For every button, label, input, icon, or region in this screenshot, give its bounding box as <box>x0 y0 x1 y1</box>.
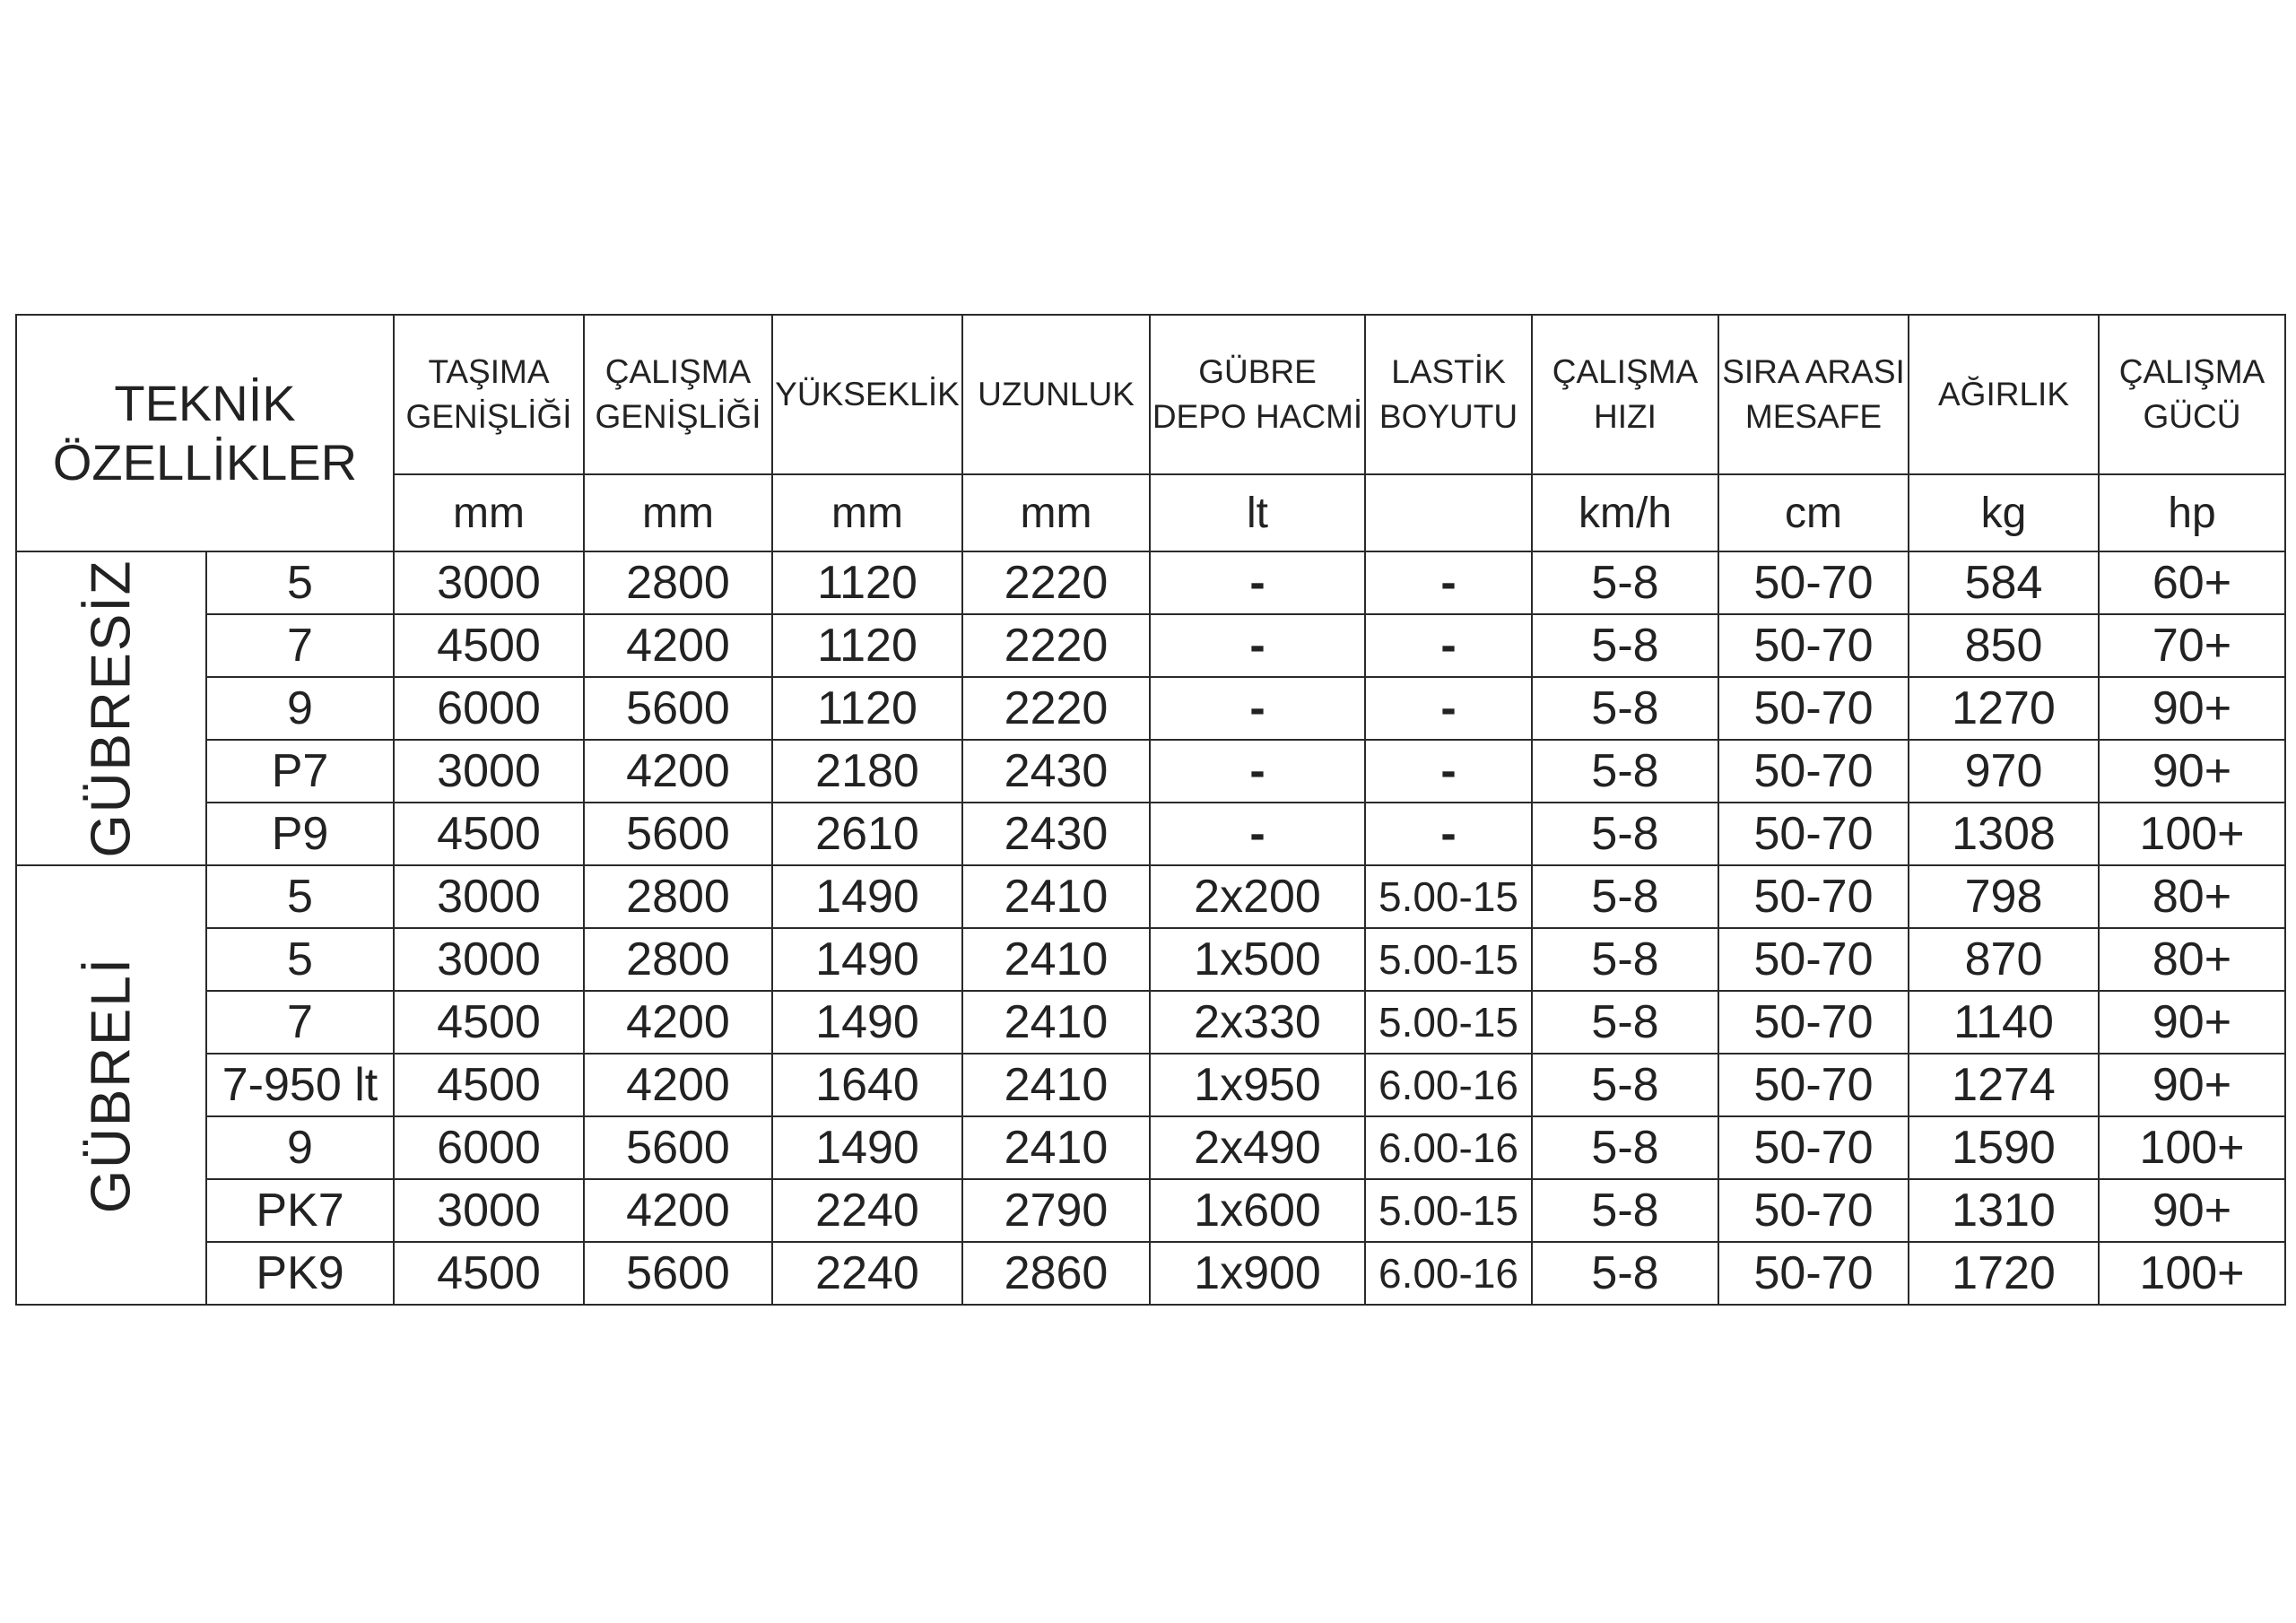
unit-cell <box>1365 474 1532 551</box>
model-cell: 7-950 lt <box>206 1054 394 1116</box>
value-cell: 3000 <box>394 928 584 991</box>
value-cell: 5-8 <box>1532 740 1718 803</box>
column-header-line: BOYUTU <box>1378 398 1518 435</box>
model-cell: 9 <box>206 677 394 740</box>
value-cell: - <box>1365 740 1532 803</box>
value-cell: 5.00-15 <box>1365 1179 1532 1242</box>
value-cell: 5-8 <box>1532 1179 1718 1242</box>
model-cell: 5 <box>206 551 394 614</box>
value-cell: 1120 <box>772 677 962 740</box>
column-header <box>584 315 772 474</box>
value-cell: 5600 <box>584 1116 772 1179</box>
column-header-line: DEPO HACMİ <box>1152 398 1363 435</box>
value-cell: 5600 <box>584 677 772 740</box>
value-cell: 1120 <box>772 551 962 614</box>
value-cell: 2430 <box>962 803 1150 865</box>
table-row <box>16 865 2285 928</box>
value-cell: 1270 <box>1909 677 2099 740</box>
value-cell: 3000 <box>394 551 584 614</box>
value-cell: 50-70 <box>1718 1116 1909 1179</box>
model-cell: PK9 <box>206 1242 394 1305</box>
unit-cell: km/h <box>1532 474 1718 551</box>
model-cell: 9 <box>206 1116 394 1179</box>
model-cell: P9 <box>206 803 394 865</box>
spec-table <box>15 314 2286 1306</box>
column-header-line: AĞIRLIK <box>1938 376 2069 412</box>
value-cell: 850 <box>1909 614 2099 677</box>
value-cell: 2220 <box>962 551 1150 614</box>
table-row <box>16 928 2285 991</box>
value-cell: 5.00-15 <box>1365 928 1532 991</box>
value-cell: 2410 <box>962 1116 1150 1179</box>
value-cell: 1720 <box>1909 1242 2099 1305</box>
value-cell: 5-8 <box>1532 614 1718 677</box>
value-cell: 4500 <box>394 991 584 1054</box>
column-header-line: HIZI <box>1594 398 1657 435</box>
value-cell: 5.00-15 <box>1365 991 1532 1054</box>
value-cell: 2x330 <box>1150 991 1365 1054</box>
column-header-line: UZUNLUK <box>978 376 1135 412</box>
column-header-line: GÜBRE <box>1198 353 1317 390</box>
model-cell: 5 <box>206 928 394 991</box>
column-header <box>1365 315 1532 474</box>
model-cell: 7 <box>206 614 394 677</box>
title-line-2: ÖZELLİKLER <box>52 434 358 490</box>
value-cell: - <box>1365 551 1532 614</box>
value-cell: 2180 <box>772 740 962 803</box>
value-cell: 798 <box>1909 865 2099 928</box>
value-cell: 5-8 <box>1532 1116 1718 1179</box>
value-cell: 1x600 <box>1150 1179 1365 1242</box>
value-cell: 80+ <box>2099 865 2285 928</box>
value-cell: - <box>1150 803 1365 865</box>
value-cell: 50-70 <box>1718 991 1909 1054</box>
value-cell: 60+ <box>2099 551 2285 614</box>
value-cell: 50-70 <box>1718 614 1909 677</box>
value-cell: 6000 <box>394 677 584 740</box>
unit-cell: cm <box>1718 474 1909 551</box>
value-cell: 3000 <box>394 740 584 803</box>
model-cell: 7 <box>206 991 394 1054</box>
value-cell: 50-70 <box>1718 865 1909 928</box>
value-cell: 584 <box>1909 551 2099 614</box>
value-cell: 2x200 <box>1150 865 1365 928</box>
value-cell: 2410 <box>962 928 1150 991</box>
value-cell: 3000 <box>394 865 584 928</box>
unit-cell: lt <box>1150 474 1365 551</box>
column-header-line: GENİŞLİĞİ <box>595 398 761 435</box>
value-cell: 90+ <box>2099 1179 2285 1242</box>
unit-cell: mm <box>962 474 1150 551</box>
column-header <box>962 315 1150 474</box>
table-row <box>16 677 2285 740</box>
value-cell: 2800 <box>584 928 772 991</box>
value-cell: 1308 <box>1909 803 2099 865</box>
value-cell: 1490 <box>772 865 962 928</box>
value-cell: 1x950 <box>1150 1054 1365 1116</box>
value-cell: 5-8 <box>1532 551 1718 614</box>
table-row <box>16 1179 2285 1242</box>
value-cell: 5-8 <box>1532 1054 1718 1116</box>
column-header <box>772 315 962 474</box>
table-row <box>16 614 2285 677</box>
model-cell: P7 <box>206 740 394 803</box>
unit-cell: hp <box>2099 474 2285 551</box>
value-cell: 1490 <box>772 991 962 1054</box>
value-cell: - <box>1150 740 1365 803</box>
value-cell: 100+ <box>2099 803 2285 865</box>
column-header-line: YÜKSEKLİK <box>775 376 960 412</box>
group-label: GÜBRELİ <box>80 956 143 1214</box>
column-header-line: TAŞIMA <box>428 353 550 390</box>
column-header-line: SIRA ARASI <box>1722 353 1905 390</box>
value-cell: 4200 <box>584 991 772 1054</box>
model-cell: PK7 <box>206 1179 394 1242</box>
table-row <box>16 803 2285 865</box>
value-cell: 5-8 <box>1532 991 1718 1054</box>
value-cell: 2220 <box>962 677 1150 740</box>
value-cell: 1490 <box>772 1116 962 1179</box>
value-cell: 90+ <box>2099 740 2285 803</box>
value-cell: 6.00-16 <box>1365 1116 1532 1179</box>
value-cell: 90+ <box>2099 677 2285 740</box>
value-cell: 5-8 <box>1532 803 1718 865</box>
value-cell: 2610 <box>772 803 962 865</box>
value-cell: 2410 <box>962 865 1150 928</box>
value-cell: - <box>1150 677 1365 740</box>
value-cell: 970 <box>1909 740 2099 803</box>
value-cell: 50-70 <box>1718 740 1909 803</box>
value-cell: 4200 <box>584 1054 772 1116</box>
value-cell: 6.00-16 <box>1365 1054 1532 1116</box>
value-cell: 4200 <box>584 740 772 803</box>
value-cell: - <box>1365 677 1532 740</box>
column-header <box>1532 315 1718 474</box>
value-cell: 2240 <box>772 1179 962 1242</box>
column-header-line: ÇALIŞMA <box>1552 353 1699 390</box>
value-cell: 4500 <box>394 1054 584 1116</box>
value-cell: 1310 <box>1909 1179 2099 1242</box>
value-cell: 2860 <box>962 1242 1150 1305</box>
value-cell: 4500 <box>394 803 584 865</box>
value-cell: 3000 <box>394 1179 584 1242</box>
value-cell: 4200 <box>584 614 772 677</box>
column-header <box>2099 315 2285 474</box>
value-cell: 1120 <box>772 614 962 677</box>
value-cell: 70+ <box>2099 614 2285 677</box>
value-cell: 1140 <box>1909 991 2099 1054</box>
value-cell: 2220 <box>962 614 1150 677</box>
column-header <box>394 315 584 474</box>
value-cell: 2410 <box>962 991 1150 1054</box>
value-cell: 1274 <box>1909 1054 2099 1116</box>
table-row <box>16 740 2285 803</box>
value-cell: 5-8 <box>1532 1242 1718 1305</box>
table-row <box>16 551 2285 614</box>
value-cell: 50-70 <box>1718 1242 1909 1305</box>
value-cell: 2800 <box>584 551 772 614</box>
value-cell: 1490 <box>772 928 962 991</box>
value-cell: 4500 <box>394 1242 584 1305</box>
unit-cell: mm <box>584 474 772 551</box>
value-cell: 1x500 <box>1150 928 1365 991</box>
value-cell: 50-70 <box>1718 677 1909 740</box>
value-cell: 100+ <box>2099 1116 2285 1179</box>
unit-cell: mm <box>394 474 584 551</box>
value-cell: 50-70 <box>1718 1179 1909 1242</box>
title-line-1: TEKNİK <box>114 375 296 431</box>
table-row <box>16 1116 2285 1179</box>
value-cell: 6.00-16 <box>1365 1242 1532 1305</box>
column-header-line: MESAFE <box>1744 398 1883 435</box>
value-cell: 50-70 <box>1718 928 1909 991</box>
value-cell: 2800 <box>584 865 772 928</box>
column-header <box>1150 315 1365 474</box>
value-cell: 4500 <box>394 614 584 677</box>
value-cell: 100+ <box>2099 1242 2285 1305</box>
unit-cell: kg <box>1909 474 2099 551</box>
column-header-line: ÇALIŞMA <box>2118 353 2266 390</box>
value-cell: 2410 <box>962 1054 1150 1116</box>
header-row <box>16 315 2285 474</box>
column-header-line: GÜCÜ <box>2143 398 2241 435</box>
value-cell: 5.00-15 <box>1365 865 1532 928</box>
value-cell: 5600 <box>584 803 772 865</box>
unit-cell: mm <box>772 474 962 551</box>
value-cell: - <box>1365 614 1532 677</box>
column-header-line: LASTİK <box>1391 353 1506 390</box>
group-label: GÜBRESİZ <box>80 559 143 858</box>
value-cell: - <box>1150 551 1365 614</box>
value-cell: 1590 <box>1909 1116 2099 1179</box>
value-cell: 1x900 <box>1150 1242 1365 1305</box>
value-cell: 5600 <box>584 1242 772 1305</box>
value-cell: 6000 <box>394 1116 584 1179</box>
value-cell: 50-70 <box>1718 551 1909 614</box>
value-cell: 50-70 <box>1718 803 1909 865</box>
table-row <box>16 991 2285 1054</box>
value-cell: 870 <box>1909 928 2099 991</box>
table-title <box>16 315 394 551</box>
value-cell: 2240 <box>772 1242 962 1305</box>
table-row <box>16 1242 2285 1305</box>
value-cell: 5-8 <box>1532 677 1718 740</box>
column-header <box>1718 315 1909 474</box>
value-cell: 90+ <box>2099 991 2285 1054</box>
value-cell: - <box>1150 614 1365 677</box>
value-cell: - <box>1365 803 1532 865</box>
value-cell: 2x490 <box>1150 1116 1365 1179</box>
value-cell: 2790 <box>962 1179 1150 1242</box>
value-cell: 80+ <box>2099 928 2285 991</box>
column-header-line: GENİŞLİĞİ <box>405 398 572 435</box>
model-cell: 5 <box>206 865 394 928</box>
value-cell: 2430 <box>962 740 1150 803</box>
value-cell: 90+ <box>2099 1054 2285 1116</box>
group-cell-0 <box>16 551 206 865</box>
value-cell: 50-70 <box>1718 1054 1909 1116</box>
column-header-line: ÇALIŞMA <box>604 353 752 390</box>
column-header <box>1909 315 2099 474</box>
value-cell: 4200 <box>584 1179 772 1242</box>
group-cell-1 <box>16 865 206 1305</box>
value-cell: 1640 <box>772 1054 962 1116</box>
value-cell: 5-8 <box>1532 928 1718 991</box>
value-cell: 5-8 <box>1532 865 1718 928</box>
table-row <box>16 1054 2285 1116</box>
